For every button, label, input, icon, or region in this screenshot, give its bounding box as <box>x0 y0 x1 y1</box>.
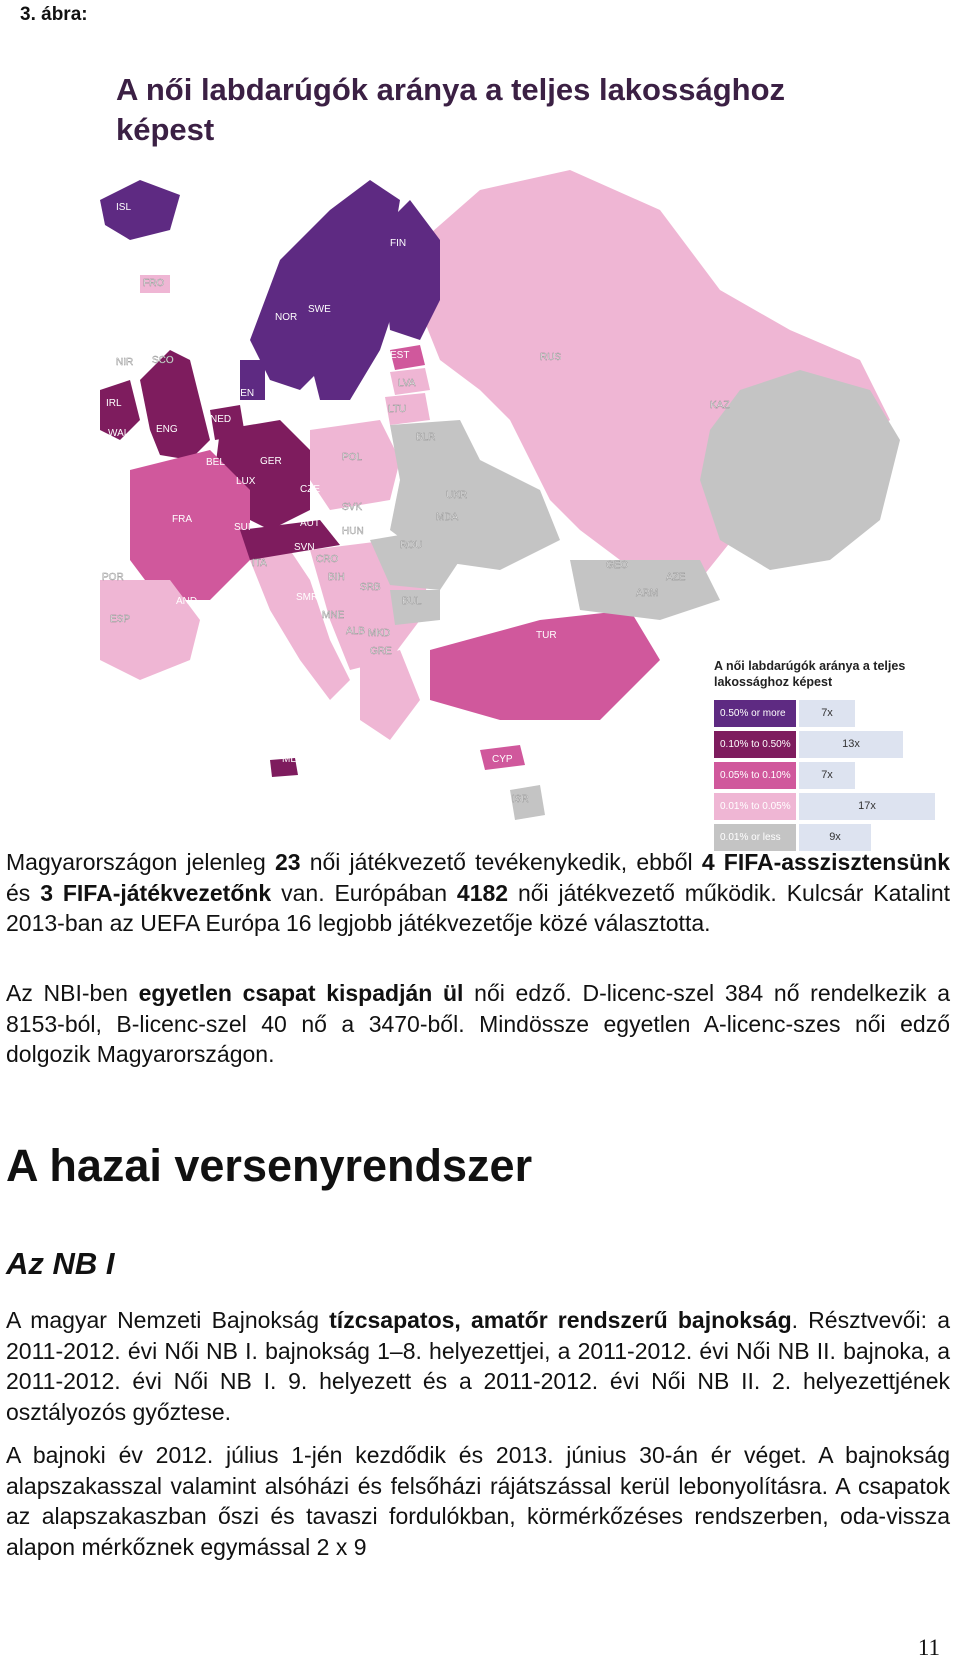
country-label-mne: MNE <box>322 610 345 621</box>
legend-count: 7x <box>799 762 855 789</box>
country-label-mlt: MLT <box>282 754 302 765</box>
country-label-bel: BEL <box>206 457 225 468</box>
country-label-cro: CRO <box>316 554 339 565</box>
country-label-fra: FRA <box>172 514 192 525</box>
country-label-cze: CZE <box>300 484 320 495</box>
map-title: A női labdarúgók aránya a teljes lakossághoz képest <box>116 72 786 147</box>
country-label-tur: TUR <box>536 630 557 641</box>
country-label-pol: POL <box>342 452 363 463</box>
country-label-kaz: KAZ <box>710 400 730 411</box>
country-label-mda: MDA <box>436 512 459 523</box>
country-label-alb: ALB <box>346 626 365 637</box>
europe-map-figure <box>100 60 940 860</box>
map-legend <box>714 658 938 853</box>
subsection-heading: Az NB I <box>6 1246 115 1281</box>
country-label-swe: SWE <box>308 304 331 315</box>
country-label-irl: IRL <box>106 398 122 409</box>
paragraph-season: A bajnoki év 2012. július 1-jén kezdődik és 2013. június 30-án ér véget. A bajnokság alapszakasszal valamint alsóházi és felsőházi rájátszással kerül lebonyolításra. A csapatok az alapszakaszban őszi és tavaszi fordulókban, körmérkőzéses rendszerben, oda-vissza alapon mérkőznek egymással 2 x 9 <box>6 1442 950 1560</box>
country-label-den: DEN <box>233 388 255 399</box>
country-label-nir: NIR <box>116 357 134 368</box>
figure-label: 3. ábra: <box>20 4 88 25</box>
legend-swatch: 0.10% to 0.50% <box>714 731 796 758</box>
country-label-ltu: LTU <box>388 404 407 415</box>
country-label-ned: NED <box>210 414 232 425</box>
country-label-geo: GEO <box>606 560 629 571</box>
legend-count: 13x <box>799 731 903 758</box>
legend-swatch: 0.01% or less <box>714 824 796 851</box>
country-label-por: POR <box>102 572 124 583</box>
country-label-smr: SMR <box>296 592 319 603</box>
country-label-cyp: CYP <box>492 754 513 765</box>
country-label-lva: LVA <box>398 378 416 389</box>
country-label-isr: ISR <box>512 794 529 805</box>
country-label-gre: GRE <box>370 646 392 657</box>
country-label-sui: SUI <box>234 522 251 533</box>
legend-count: 9x <box>799 824 871 851</box>
country-label-ita: ITA <box>252 558 267 569</box>
legend-title: A női labdarúgók aránya a teljes lakossághoz képest <box>714 659 906 689</box>
country-label-rus: RUS <box>540 352 562 363</box>
country-label-aut: AUT <box>300 518 320 529</box>
country-label-ukr: UKR <box>446 490 468 501</box>
country-label-isl: ISL <box>116 202 132 213</box>
legend-swatch: 0.01% to 0.05% <box>714 793 796 820</box>
page-number: 11 <box>917 1635 940 1660</box>
country-label-blr: BLR <box>416 432 436 443</box>
legend-swatch: 0.50% or more <box>714 700 796 727</box>
country-label-mkd: MKD <box>368 628 391 639</box>
region-pol <box>310 420 400 510</box>
country-label-lux: LUX <box>236 476 256 487</box>
section-heading: A hazai versenyrendszer <box>6 1140 533 1191</box>
country-label-bih: BIH <box>328 572 345 583</box>
region-fra <box>130 450 250 600</box>
legend-count: 7x <box>799 700 855 727</box>
country-label-nor: NOR <box>275 312 298 323</box>
legend-row <box>714 791 938 822</box>
legend-swatch: 0.05% to 0.10% <box>714 762 796 789</box>
country-label-fin: FIN <box>390 238 407 249</box>
country-label-ger: GER <box>260 456 282 467</box>
country-label-rou: ROU <box>400 540 423 551</box>
country-label-srb: SRB <box>360 582 381 593</box>
country-label-hun: HUN <box>342 526 364 537</box>
paragraph-referees: Magyarországon jelenleg 23 női játékvezető tevékenykedik, ebből 4 FIFA-asszisztensünk és 3 FIFA-játékvezetőnk van. Európában 4182 női játékvezető működik. Kulcsár Katalint 2013-ban az UEFA Európa 16 legjobb játékvezetője közé választotta. <box>6 849 951 936</box>
legend-row <box>714 760 938 791</box>
legend-row <box>714 698 938 729</box>
country-label-esp: ESP <box>110 614 131 625</box>
country-label-aze: AZE <box>666 572 686 583</box>
legend-count: 17x <box>799 793 935 820</box>
paragraph-coaches: Az NBI-ben egyetlen csapat kispadján ül női edző. D-licenc-szel 384 nő rendelkezik a 8153-ból, B-licenc-szel 40 nő a 3470-ből. Mindössze egyetlen A-licenc-szes női edző dolgozik Magyarországon. <box>6 980 951 1067</box>
country-label-arm: ARM <box>636 588 659 599</box>
country-label-svk: SVK <box>342 502 363 513</box>
country-label-svn: SVN <box>294 542 315 553</box>
country-label-and: AND <box>176 596 198 607</box>
country-label-sco: SCO <box>152 355 174 366</box>
country-label-wal: WAL <box>108 428 130 439</box>
country-label-est: EST <box>390 350 410 361</box>
legend-row <box>714 729 938 760</box>
country-label-bul: BUL <box>402 596 422 607</box>
country-label-eng: ENG <box>156 424 178 435</box>
paragraph-league: A magyar Nemzeti Bajnokság tízcsapatos, amatőr rendszerű bajnokság. Résztvevői: a 2011-2012. évi Női NB I. bajnokság 1–8. helyezettjei, a 2011-2012. évi Női NB II. bajnoka, a 2011-2012. évi Női NB I. 9. helyezett és a 2011-2012. évi Női NB II. 2. helyezettjének osztályozós győztese. <box>6 1307 950 1425</box>
country-label-fro: FRO <box>143 278 165 289</box>
